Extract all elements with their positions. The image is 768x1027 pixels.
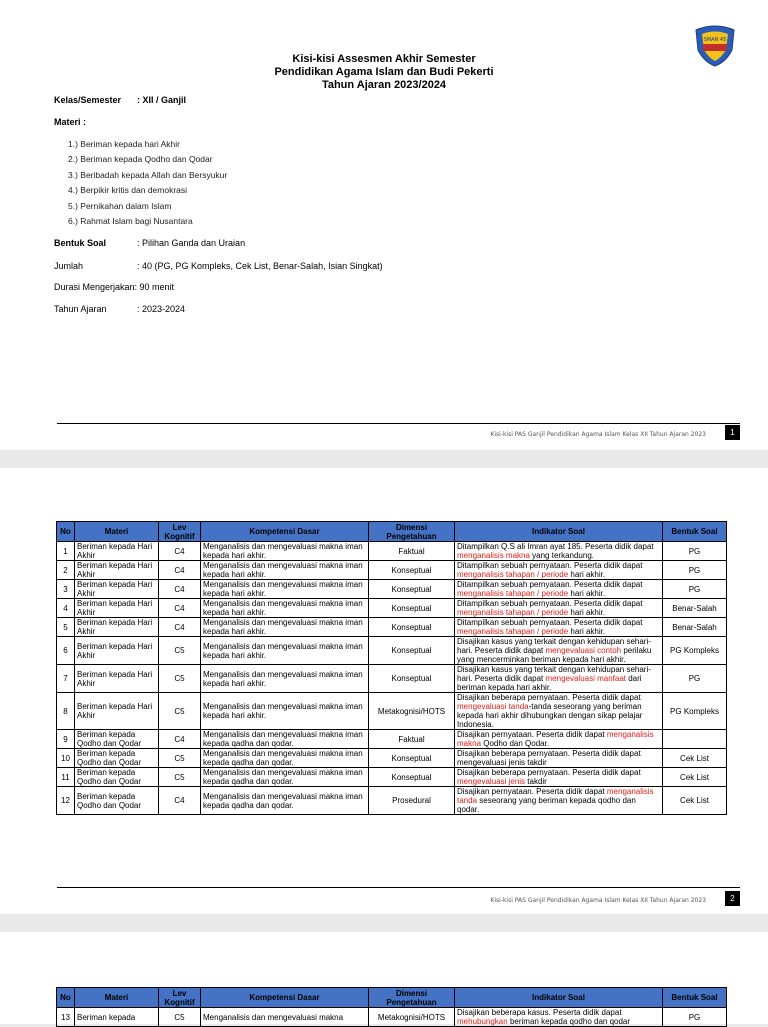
- cell-dimensi: Faktual: [369, 730, 455, 749]
- logo-text: SMAN 45: [703, 37, 727, 43]
- indikator-text: dari beriman kepada hari akhir.: [457, 674, 642, 692]
- indikator-text: Ditampilkan Q.S ali Imran ayat 185. Peserta didik dapat: [457, 542, 654, 551]
- kisi-kisi-table-continued: [56, 987, 727, 1027]
- cell-indikator-soal: [455, 618, 663, 637]
- cell-kompetensi-dasar: Menganalisis dan mengevaluasi makna iman kepada hari akhir.: [201, 580, 369, 599]
- cell-bentuk-soal: PG: [663, 542, 727, 561]
- table-row: [57, 580, 727, 599]
- cell-indikator-soal: [455, 580, 663, 599]
- table-row: [57, 768, 727, 787]
- cell-bentuk-soal: PG Kompleks: [663, 693, 727, 730]
- cell-materi: Beriman kepada Hari Akhir: [75, 580, 159, 599]
- cell-no: 2: [57, 561, 75, 580]
- materi-label: Materi :: [54, 117, 87, 127]
- cell-lev-kognitif: C5: [159, 749, 201, 768]
- cell-dimensi: Prosedural: [369, 787, 455, 815]
- indikator-highlight: mengevaluasi jenis: [457, 777, 526, 786]
- cell-lev-kognitif: C4: [159, 599, 201, 618]
- indikator-highlight: menganalisis tahapan / periode: [457, 570, 569, 579]
- tahun-value: : 2023-2024: [137, 304, 186, 314]
- list-item: 4.) Berpikir kritis dan demokrasi: [68, 185, 188, 196]
- cell-lev-kognitif: C4: [159, 580, 201, 599]
- cell-dimensi: Konseptual: [369, 580, 455, 599]
- cell-lev-kognitif: C5: [159, 665, 201, 693]
- list-item: 2.) Beriman kepada Qodho dan Qodar: [68, 154, 213, 165]
- cell-materi: Beriman kepada Qodho dan Qodar: [75, 787, 159, 815]
- cell-no: 11: [57, 768, 75, 787]
- header-lev-kognitif: Lev Kognitif: [159, 988, 201, 1008]
- cell-bentuk-soal: [663, 730, 727, 749]
- cell-lev-kognitif: C5: [159, 768, 201, 787]
- list-item: 1.) Beriman kepada hari Akhir: [68, 139, 180, 149]
- cell-lev-kognitif: C4: [159, 730, 201, 749]
- page-1: [0, 0, 768, 450]
- cell-kompetensi-dasar: Menganalisis dan mengevaluasi makna iman kepada hari akhir.: [201, 618, 369, 637]
- cell-kompetensi-dasar: Menganalisis dan mengevaluasi makna iman kepada qadha dan qodar.: [201, 730, 369, 749]
- cell-materi: Beriman kepada Hari Akhir: [75, 665, 159, 693]
- indikator-highlight: mehubungkan: [457, 1017, 508, 1026]
- cell-dimensi: Faktual: [369, 542, 455, 561]
- table-row: [57, 787, 727, 815]
- table-row: [57, 542, 727, 561]
- indikator-text: Ditampilkan sebuah pernyataan. Peserta didik dapat: [457, 618, 643, 627]
- indikator-text: Disajikan kasus yang terkait dengan kehidupan sehari-hari. Peserta didik dapat: [457, 665, 651, 683]
- cell-no: 6: [57, 637, 75, 665]
- indikator-text: Disajikan pernyataan. Peserta didik dapat: [457, 787, 607, 796]
- cell-kompetensi-dasar: Menganalisis dan mengevaluasi makna iman kepada hari akhir.: [201, 693, 369, 730]
- cell-materi: Beriman kepada Hari Akhir: [75, 637, 159, 665]
- cell-lev-kognitif: C5: [159, 1008, 201, 1027]
- cell-bentuk-soal: Cek List: [663, 787, 727, 815]
- title-line-3: Tahun Ajaran 2023/2024: [321, 79, 447, 91]
- cell-no: 1: [57, 542, 75, 561]
- cell-kompetensi-dasar: Menganalisis dan mengevaluasi makna iman kepada qadha dan qodar.: [201, 749, 369, 768]
- header-bentuk-soal: Bentuk Soal: [663, 522, 727, 542]
- indikator-text: takdir: [525, 777, 547, 786]
- footer-text: Kisi-kisi PAS Ganjil Pendidikan Agama Islam Kelas XII Tahun Ajaran 2023: [490, 897, 706, 904]
- cell-indikator-soal: [455, 787, 663, 815]
- cell-bentuk-soal: PG: [663, 1008, 727, 1027]
- cell-no: 4: [57, 599, 75, 618]
- cell-dimensi: Konseptual: [369, 561, 455, 580]
- cell-lev-kognitif: C4: [159, 618, 201, 637]
- header-materi: Materi: [75, 988, 159, 1008]
- cell-no: 10: [57, 749, 75, 768]
- materi-list: [68, 137, 227, 229]
- indikator-highlight: mengevaluasi manfaat: [545, 674, 626, 683]
- page-number: 2: [725, 891, 740, 906]
- cell-materi: Beriman kepada Hari Akhir: [75, 618, 159, 637]
- cell-indikator-soal: [455, 637, 663, 665]
- cell-dimensi: Konseptual: [369, 768, 455, 787]
- cell-no: 9: [57, 730, 75, 749]
- indikator-text: Qodho dan Qodar.: [481, 739, 550, 748]
- cell-indikator-soal: [455, 749, 663, 768]
- cell-indikator-soal: [455, 561, 663, 580]
- table-row: [57, 665, 727, 693]
- document-title: [0, 53, 768, 92]
- cell-no: 12: [57, 787, 75, 815]
- cell-dimensi: Konseptual: [369, 599, 455, 618]
- cell-no: 3: [57, 580, 75, 599]
- table-header-row: [57, 988, 727, 1008]
- header-materi: Materi: [75, 522, 159, 542]
- cell-indikator-soal: [455, 693, 663, 730]
- indikator-text: Ditampilkan sebuah pernyataan. Peserta didik dapat: [457, 599, 643, 608]
- header-dimensi-pengetahuan: Dimensi Pengetahuan: [369, 522, 455, 542]
- table-row: [57, 730, 727, 749]
- cell-kompetensi-dasar: Menganalisis dan mengevaluasi makna iman kepada hari akhir.: [201, 599, 369, 618]
- indikator-text: Disajikan kasus yang terkait dengan kehidupan sehari-hari. Peserta didik dapat: [457, 637, 651, 655]
- cell-dimensi: Metakognisi/HOTS: [369, 1008, 455, 1027]
- title-line-2: Pendidikan Agama Islam dan Budi Pekerti: [274, 66, 494, 78]
- indikator-text: Disajikan beberapa kasus. Peserta didik dapat: [457, 1008, 622, 1017]
- cell-no: 13: [57, 1008, 75, 1027]
- indikator-text: hari akhir.: [568, 608, 606, 617]
- footer-text: Kisi-kisi PAS Ganjil Pendidikan Agama Islam Kelas XII Tahun Ajaran 2023: [490, 431, 706, 438]
- indikator-highlight: menganalisis makna: [457, 730, 654, 748]
- header-indikator-soal: Indikator Soal: [455, 522, 663, 542]
- kisi-kisi-table: [56, 521, 727, 815]
- cell-indikator-soal: [455, 730, 663, 749]
- table-row: [57, 561, 727, 580]
- header-no: No: [57, 522, 75, 542]
- indikator-text: hari akhir.: [568, 589, 606, 598]
- header-kompetensi-dasar: Kompetensi Dasar: [201, 522, 369, 542]
- indikator-text: -tanda seseorang yang beriman kepada hari akhir dihubungkan dengan sikap pelajar Indonesia.: [457, 702, 643, 729]
- bentuk-value: : Pilihan Ganda dan Uraian: [137, 238, 246, 248]
- cell-bentuk-soal: Cek List: [663, 768, 727, 787]
- cell-materi: Beriman kepada Qodho dan Qodar: [75, 768, 159, 787]
- cell-no: 7: [57, 665, 75, 693]
- tahun-label: Tahun Ajaran: [54, 304, 107, 314]
- cell-indikator-soal: [455, 542, 663, 561]
- cell-kompetensi-dasar: Menganalisis dan mengevaluasi makna iman kepada hari akhir.: [201, 542, 369, 561]
- kelas-row: [54, 95, 187, 105]
- table-row: [57, 693, 727, 730]
- cell-kompetensi-dasar: Menganalisis dan mengevaluasi makna iman kepada qadha dan qodar.: [201, 787, 369, 815]
- cell-kompetensi-dasar: Menganalisis dan mengevaluasi makna iman kepada hari akhir.: [201, 665, 369, 693]
- page-3: [0, 932, 768, 1024]
- indikator-text: beriman kepada qodho dan qodar: [507, 1017, 631, 1026]
- cell-lev-kognitif: C4: [159, 542, 201, 561]
- cell-materi: Beriman kepada Hari Akhir: [75, 561, 159, 580]
- cell-dimensi: Konseptual: [369, 618, 455, 637]
- list-item: 6.) Rahmat Islam bagi Nusantara: [68, 216, 193, 227]
- cell-lev-kognitif: C5: [159, 637, 201, 665]
- indikator-text: Disajikan beberapa pernyataan. Peserta didik dapat: [457, 768, 641, 777]
- table-row: [57, 749, 727, 768]
- indikator-text: Ditampilkan sebuah pernyataan. Peserta didik dapat: [457, 580, 643, 589]
- list-item: 5.) Pernikahan dalam Islam: [68, 200, 172, 211]
- indikator-text: yang terkandung.: [529, 551, 594, 560]
- cell-materi: Beriman kepada Qodho dan Qodar: [75, 730, 159, 749]
- header-bentuk-soal: Bentuk Soal: [663, 988, 727, 1008]
- cell-kompetensi-dasar: Menganalisis dan mengevaluasi makna iman kepada qadha dan qodar.: [201, 768, 369, 787]
- cell-materi: Beriman kepada Hari Akhir: [75, 599, 159, 618]
- indikator-highlight: mengevaluasi tanda: [457, 702, 529, 711]
- indikator-text: seseorang yang beriman kepada qodho dan qodar.: [457, 796, 636, 814]
- cell-bentuk-soal: Benar-Salah: [663, 599, 727, 618]
- header-kompetensi-dasar: Kompetensi Dasar: [201, 988, 369, 1008]
- header-indikator-soal: Indikator Soal: [455, 988, 663, 1008]
- cell-bentuk-soal: PG: [663, 561, 727, 580]
- page-2: [0, 468, 768, 914]
- bentuk-row: [54, 238, 246, 248]
- indikator-highlight: menganalisis tanda: [457, 787, 654, 805]
- jumlah-row: [54, 261, 383, 271]
- cell-kompetensi-dasar: Menganalisis dan mengevaluasi makna iman kepada hari akhir.: [201, 561, 369, 580]
- cell-materi: Beriman kepada Hari Akhir: [75, 693, 159, 730]
- indikator-text: hari akhir.: [568, 627, 606, 636]
- indikator-highlight: menganalisis makna: [457, 551, 530, 560]
- cell-dimensi: Metakognisi/HOTS: [369, 693, 455, 730]
- kelas-label: Kelas/Semester: [54, 95, 122, 105]
- footer-divider: [57, 423, 740, 424]
- cell-materi: Beriman kepada: [75, 1008, 159, 1027]
- indikator-text: Disajikan beberapa pernyataan. Peserta didik dapat: [457, 693, 641, 702]
- indikator-highlight: menganalisis tahapan / periode: [457, 608, 569, 617]
- indikator-text: hari akhir.: [568, 570, 606, 579]
- cell-bentuk-soal: Cek List: [663, 749, 727, 768]
- jumlah-label: Jumlah: [54, 261, 84, 271]
- cell-dimensi: Konseptual: [369, 637, 455, 665]
- table-row: [57, 618, 727, 637]
- title-line-1: Kisi-kisi Assesmen Akhir Semester: [292, 53, 476, 65]
- header-no: No: [57, 988, 75, 1008]
- cell-dimensi: Konseptual: [369, 749, 455, 768]
- cell-indikator-soal: [455, 665, 663, 693]
- bentuk-label: Bentuk Soal: [54, 238, 107, 248]
- cell-indikator-soal: [455, 768, 663, 787]
- list-item: 3.) Beribadah kepada Allah dan Bersyukur: [68, 169, 228, 180]
- jumlah-value: : 40 (PG, PG Kompleks, Cek List, Benar-Salah, Isian Singkat): [137, 261, 383, 271]
- indikator-highlight: menganalisis tahapan / periode: [457, 589, 569, 598]
- footer-divider: [57, 887, 740, 888]
- cell-bentuk-soal: PG: [663, 665, 727, 693]
- cell-bentuk-soal: PG Kompleks: [663, 637, 727, 665]
- page-number: 1: [725, 425, 740, 440]
- cell-no: 5: [57, 618, 75, 637]
- table-header-row: [57, 522, 727, 542]
- header-lev-kognitif: Lev Kognitif: [159, 522, 201, 542]
- table-row: [57, 637, 727, 665]
- durasi-text: Durasi Mengerjakan: 90 menit: [54, 282, 175, 292]
- cell-bentuk-soal: PG: [663, 580, 727, 599]
- indikator-text: Disajikan beberapa pernyataan. Peserta didik dapat mengevaluasi jenis takdir: [457, 749, 641, 767]
- cell-no: 8: [57, 693, 75, 730]
- cell-lev-kognitif: C4: [159, 787, 201, 815]
- indikator-text: perilaku yang mencerminkan beriman kepada hari akhir.: [457, 646, 652, 664]
- cell-dimensi: Konseptual: [369, 665, 455, 693]
- cell-bentuk-soal: Benar-Salah: [663, 618, 727, 637]
- indikator-text: Disajikan pernyataan. Peserta didik dapat: [457, 730, 607, 739]
- cell-kompetensi-dasar: Menganalisis dan mengevaluasi makna iman kepada hari akhir.: [201, 637, 369, 665]
- cell-lev-kognitif: C5: [159, 693, 201, 730]
- indikator-highlight: mengevaluasi contoh: [545, 646, 622, 655]
- table-row: [57, 599, 727, 618]
- header-dimensi-pengetahuan: Dimensi Pengetahuan: [369, 988, 455, 1008]
- cell-kompetensi-dasar: Menganalisis dan mengevaluasi makna: [201, 1008, 369, 1027]
- cell-materi: Beriman kepada Qodho dan Qodar: [75, 749, 159, 768]
- cell-indikator-soal: [455, 599, 663, 618]
- cell-lev-kognitif: C4: [159, 561, 201, 580]
- cell-materi: Beriman kepada Hari Akhir: [75, 542, 159, 561]
- indikator-highlight: menganalisis tahapan / periode: [457, 627, 569, 636]
- tahun-row: [54, 304, 186, 314]
- kelas-value: : XII / Ganjil: [137, 95, 187, 105]
- indikator-text: Ditampilkan sebuah pernyataan. Peserta didik dapat: [457, 561, 643, 570]
